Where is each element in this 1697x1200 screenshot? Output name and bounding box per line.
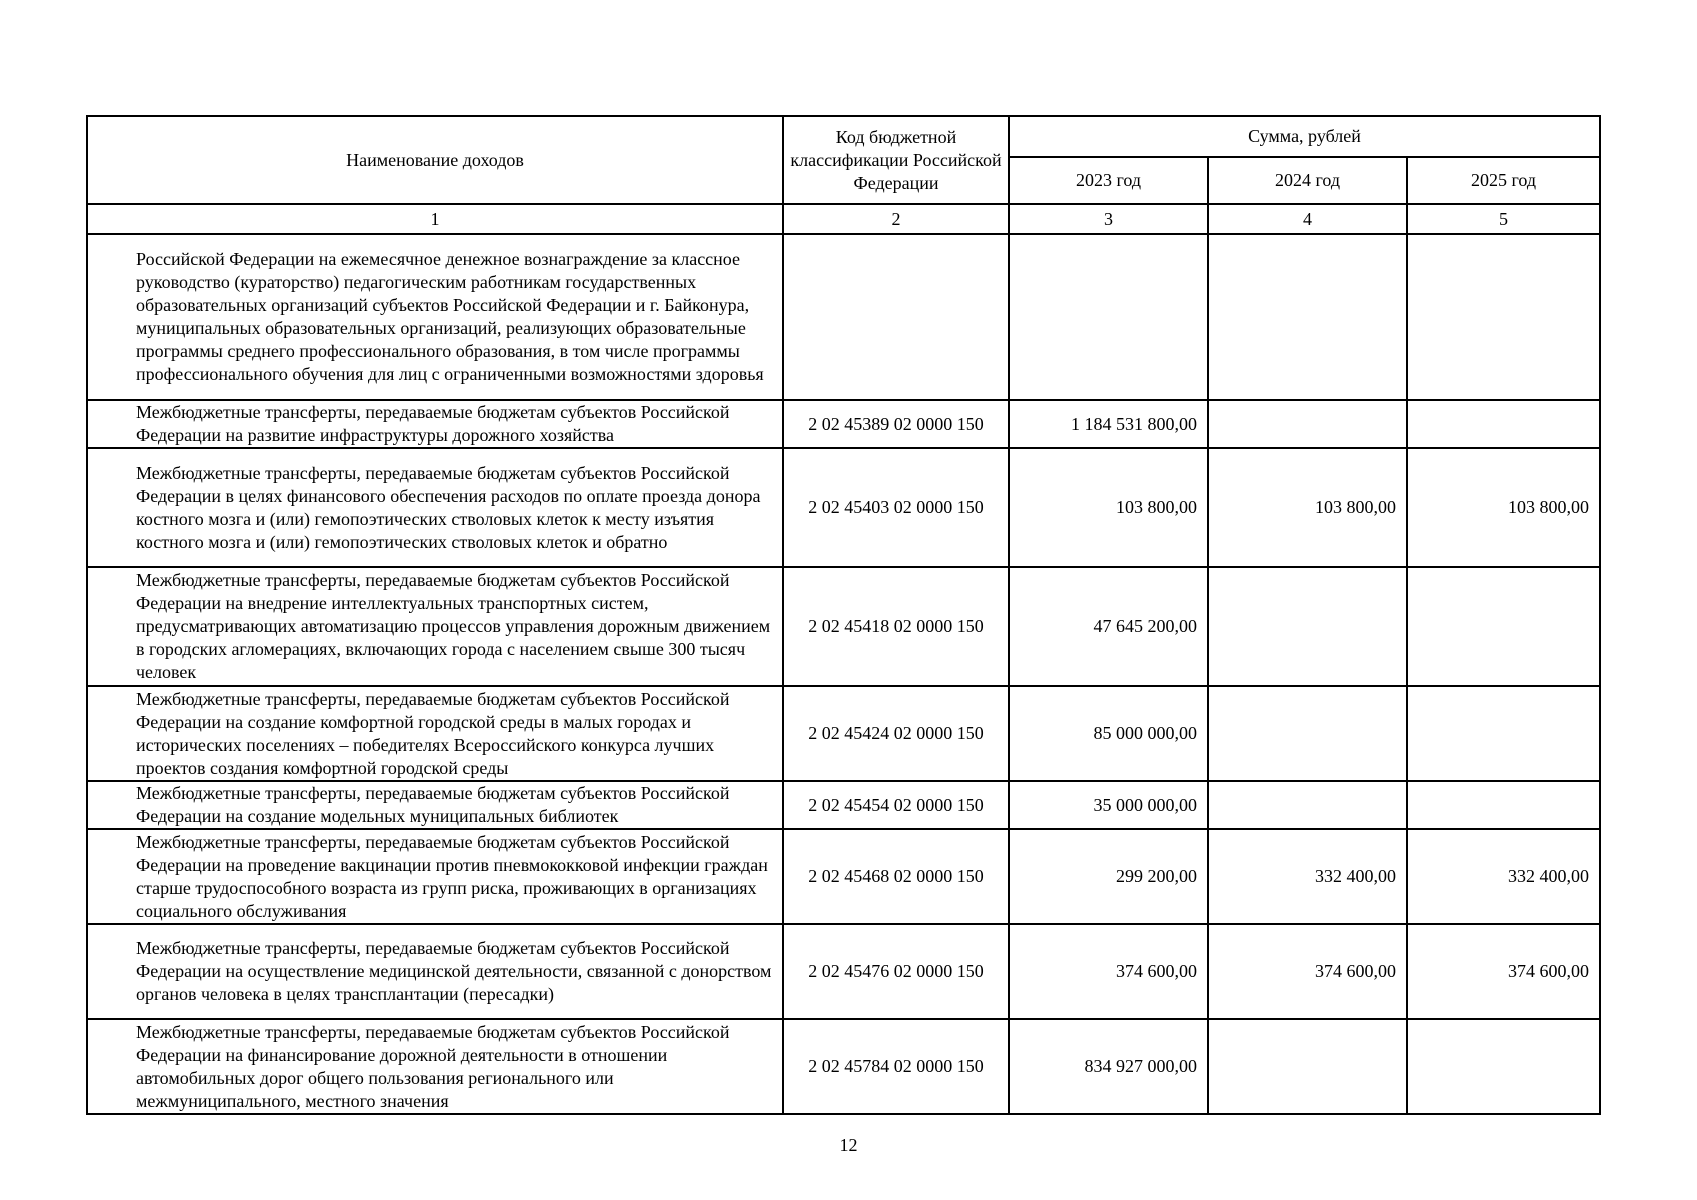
amount-2024 (1208, 1019, 1407, 1114)
amount-2024 (1208, 234, 1407, 400)
table-row (87, 234, 1600, 400)
amount-2024: 374 600,00 (1208, 924, 1407, 1019)
revenue-name: Межбюджетные трансферты, передаваемые бюджетам субъектов Российской Федерации на создание модельных муниципальных библиотек (87, 781, 783, 829)
budget-code: 2 02 45454 02 0000 150 (783, 781, 1009, 829)
table-row (87, 829, 1600, 924)
revenue-name: Российской Федерации на ежемесячное денежное вознаграждение за классное руководство (кураторство) педагогическим работникам государственных образовательных организаций субъектов Российской Федерации и г. Байконура, муниципальных образовательных организаций, реализующих образовательные программы среднего профессионального образования, в том числе программы профессионального обучения для лиц с ограниченными возможностями здоровья (87, 234, 783, 400)
amount-2023: 35 000 000,00 (1009, 781, 1208, 829)
revenue-name: Межбюджетные трансферты, передаваемые бюджетам субъектов Российской Федерации на осуществление медицинской деятельности, связанной с донорством органов человека в целях трансплантации (пересадки) (87, 924, 783, 1019)
amount-2023: 85 000 000,00 (1009, 686, 1208, 781)
budget-code: 2 02 45476 02 0000 150 (783, 924, 1009, 1019)
column-number: 5 (1407, 204, 1600, 234)
revenue-name: Межбюджетные трансферты, передаваемые бюджетам субъектов Российской Федерации на проведение вакцинации против пневмококковой инфекции граждан старше трудоспособного возраста из групп риска, проживающих в организациях социального обслуживания (87, 829, 783, 924)
amount-2025 (1407, 400, 1600, 448)
column-number: 1 (87, 204, 783, 234)
revenue-name: Межбюджетные трансферты, передаваемые бюджетам субъектов Российской Федерации в целях финансового обеспечения расходов по оплате проезда донора костного мозга и (или) гемопоэтических стволовых клеток к месту изъятия костного мозга и (или) гемопоэтических стволовых клеток и обратно (87, 448, 783, 567)
budget-code: 2 02 45389 02 0000 150 (783, 400, 1009, 448)
amount-2024 (1208, 567, 1407, 686)
table-row (87, 686, 1600, 781)
budget-code (783, 234, 1009, 400)
revenue-name: Межбюджетные трансферты, передаваемые бюджетам субъектов Российской Федерации на финансирование дорожной деятельности в отношении автомобильных дорог общего пользования регионального или межмуниципального, местного значения (87, 1019, 783, 1114)
page-number: 12 (839, 1135, 858, 1155)
header-revenue-name: Наименование доходов (87, 116, 783, 204)
header-year-2025: 2025 год (1407, 157, 1600, 204)
amount-2025 (1407, 1019, 1600, 1114)
budget-code: 2 02 45784 02 0000 150 (783, 1019, 1009, 1114)
revenue-table (86, 115, 1601, 1115)
amount-2025 (1407, 781, 1600, 829)
amount-2023: 299 200,00 (1009, 829, 1208, 924)
header-year-2023: 2023 год (1009, 157, 1208, 204)
revenue-name: Межбюджетные трансферты, передаваемые бюджетам субъектов Российской Федерации на создание комфортной городской среды в малых городах и исторических поселениях – победителях Всероссийского конкурса лучших проектов создания комфортной городской среды (87, 686, 783, 781)
amount-2024 (1208, 686, 1407, 781)
amount-2024: 103 800,00 (1208, 448, 1407, 567)
amount-2025 (1407, 686, 1600, 781)
header-year-2024: 2024 год (1208, 157, 1407, 204)
table-row (87, 1019, 1600, 1114)
budget-code: 2 02 45424 02 0000 150 (783, 686, 1009, 781)
revenue-name: Межбюджетные трансферты, передаваемые бюджетам субъектов Российской Федерации на развитие инфраструктуры дорожного хозяйства (87, 400, 783, 448)
column-number: 3 (1009, 204, 1208, 234)
amount-2023 (1009, 234, 1208, 400)
amount-2024: 332 400,00 (1208, 829, 1407, 924)
header-sum: Сумма, рублей (1009, 116, 1600, 157)
amount-2025 (1407, 234, 1600, 400)
table-row (87, 924, 1600, 1019)
table-row (87, 400, 1600, 448)
column-number-row (87, 204, 1600, 234)
column-number: 4 (1208, 204, 1407, 234)
amount-2023: 834 927 000,00 (1009, 1019, 1208, 1114)
amount-2023: 374 600,00 (1009, 924, 1208, 1019)
amount-2023: 1 184 531 800,00 (1009, 400, 1208, 448)
amount-2024 (1208, 400, 1407, 448)
table-row (87, 567, 1600, 686)
amount-2023: 103 800,00 (1009, 448, 1208, 567)
amount-2025: 332 400,00 (1407, 829, 1600, 924)
table-row (87, 448, 1600, 567)
budget-code: 2 02 45468 02 0000 150 (783, 829, 1009, 924)
amount-2023: 47 645 200,00 (1009, 567, 1208, 686)
table-row (87, 781, 1600, 829)
amount-2025: 374 600,00 (1407, 924, 1600, 1019)
header-budget-code: Код бюджетной классификации Российской Федерации (783, 116, 1009, 204)
amount-2024 (1208, 781, 1407, 829)
amount-2025: 103 800,00 (1407, 448, 1600, 567)
amount-2025 (1407, 567, 1600, 686)
revenue-name: Межбюджетные трансферты, передаваемые бюджетам субъектов Российской Федерации на внедрение интеллектуальных транспортных систем, предусматривающих автоматизацию процессов управления дорожным движением в городских агломерациях, включающих города с населением свыше 300 тысяч человек (87, 567, 783, 686)
budget-code: 2 02 45403 02 0000 150 (783, 448, 1009, 567)
column-number: 2 (783, 204, 1009, 234)
budget-code: 2 02 45418 02 0000 150 (783, 567, 1009, 686)
